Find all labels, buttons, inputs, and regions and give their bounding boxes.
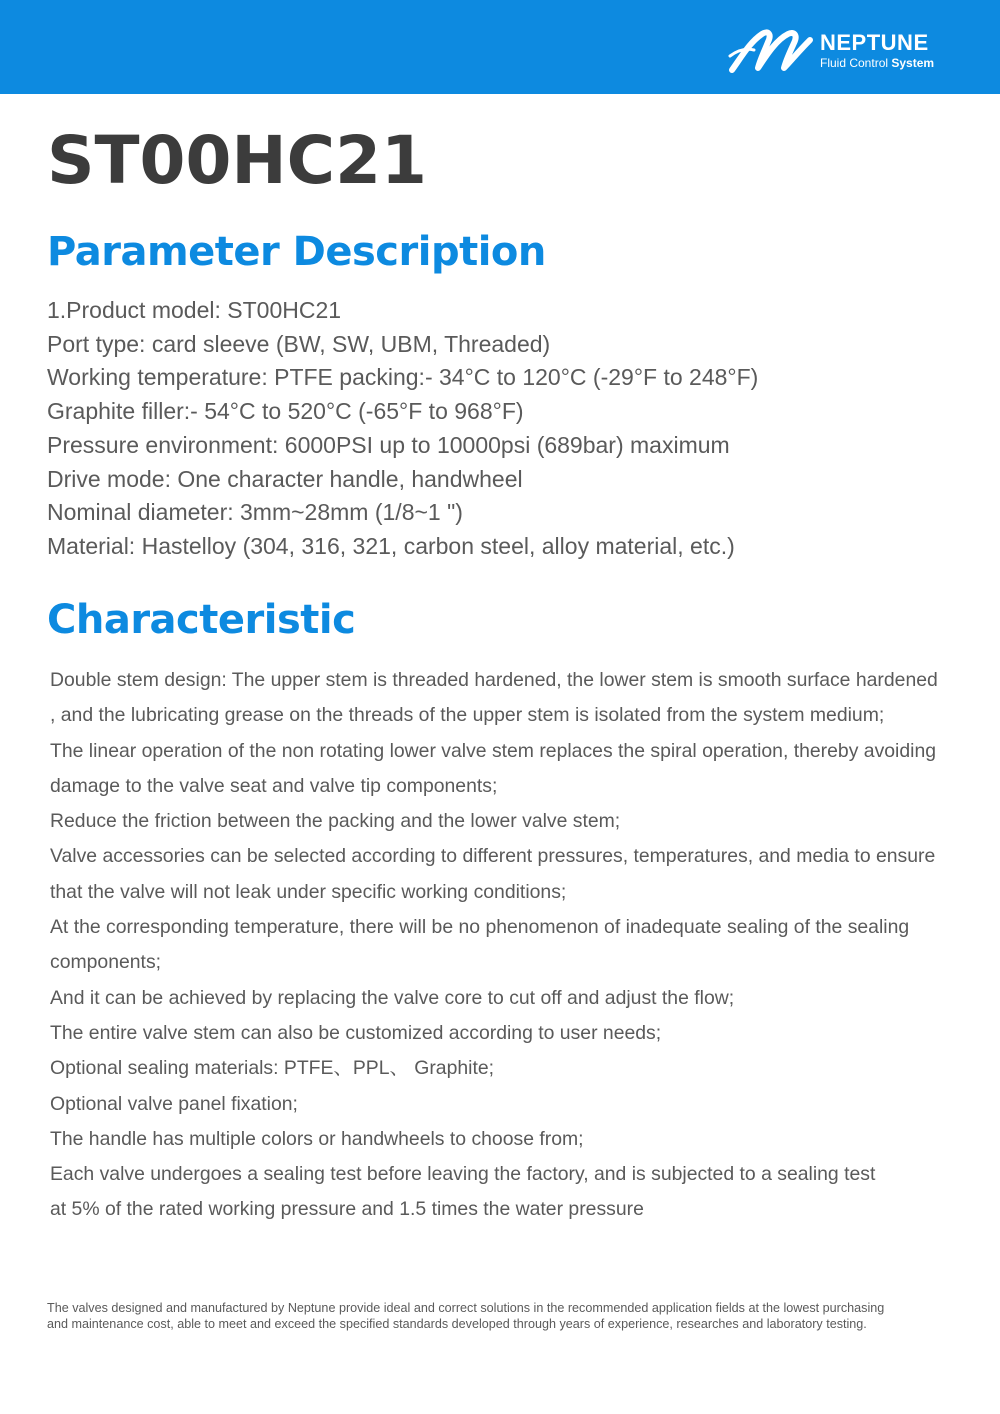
characteristic-line: The linear operation of the non rotating lower valve stem replaces the spiral operation, thereby avoiding — [50, 739, 937, 762]
characteristic-line: Reduce the friction between the packing and the lower valve stem; — [50, 810, 621, 833]
brand-logo — [728, 24, 948, 74]
characteristic-line: damage to the valve seat and valve tip components; — [50, 774, 498, 797]
characteristic-line: At the corresponding temperature, there will be no phenomenon of inadequate sealing of the sealing — [50, 916, 910, 939]
characteristic-line: And it can be achieved by replacing the valve core to cut off and adjust the flow; — [50, 986, 735, 1009]
characteristic-list — [50, 663, 985, 1228]
characteristic-line: The handle has multiple colors or handwheels to choose from; — [50, 1127, 584, 1150]
characteristic-line: The entire valve stem can also be customized according to user needs; — [50, 1021, 662, 1044]
parameter-item: Material: Hastelloy (304, 316, 321, carbon steel, alloy material, etc.) — [47, 532, 735, 559]
neptune-wave-logo-icon — [728, 26, 818, 74]
characteristic-line: components; — [50, 951, 162, 974]
characteristic-line: Optional sealing materials: PTFE、PPL、 Graphite; — [50, 1057, 495, 1080]
characteristic-line: at 5% of the rated working pressure and 1.5 times the water pressure — [50, 1198, 644, 1221]
brand-tagline: Fluid Control System — [820, 56, 935, 70]
parameter-item: Graphite filler:- 54°C to 520°C (-65°F to 968°F) — [47, 398, 524, 425]
parameter-item: Drive mode: One character handle, handwheel — [47, 465, 523, 492]
parameter-item: 1.Product model: ST00HC21 — [47, 297, 342, 323]
characteristic-line: Valve accessories can be selected according to different pressures, temperatures, and media to ensure — [50, 845, 936, 868]
parameter-list — [47, 294, 758, 564]
characteristic-heading: Characteristic — [47, 597, 356, 643]
characteristic-line: , and the lubricating grease on the threads of the upper stem is isolated from the system medium; — [50, 704, 885, 727]
brand-name: NEPTUNE — [820, 30, 929, 55]
characteristic-line: Double stem design: The upper stem is threaded hardened, the lower stem is smooth surface hardened — [50, 669, 938, 691]
product-model-title: ST00HC21 — [47, 122, 427, 199]
characteristic-line: Optional valve panel fixation; — [50, 1092, 298, 1115]
parameter-item: Nominal diameter: 3mm~28mm (1/8~1 ") — [47, 499, 463, 526]
parameter-item: Pressure environment: 6000PSI up to 10000psi (689bar) maximum — [47, 431, 730, 458]
parameter-item: Working temperature: PTFE packing:- 34°C to 120°C (-29°F to 248°F) — [47, 364, 759, 391]
page-header — [0, 0, 1000, 94]
parameter-item: Port type: card sleeve (BW, SW, UBM, Threaded) — [47, 330, 551, 357]
characteristic-line: that the valve will not leak under specific working conditions; — [50, 880, 567, 903]
characteristic-line: Each valve undergoes a sealing test before leaving the factory, and is subjected to a sealing test — [50, 1163, 876, 1186]
footer-disclaimer: The valves designed and manufactured by Neptune provide ideal and correct solutions in the recommended application fields at the lowest purchasing and maintenance cost, able to meet and exceed the specified standards developed through years of experience, researches and laboratory testing. — [47, 1300, 885, 1331]
parameter-description-heading: Parameter Description — [47, 229, 546, 275]
